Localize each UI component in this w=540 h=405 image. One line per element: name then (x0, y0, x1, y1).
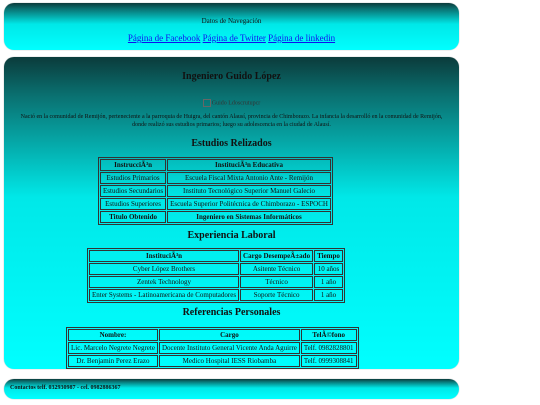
table-cell: Titulo Obtenido (100, 211, 166, 223)
twitter-link[interactable]: Página de Twitter (202, 33, 266, 43)
table-row (89, 263, 343, 275)
table-cell: Instituto Tecnológico Superior Manuel Galecio (167, 185, 331, 197)
table-header-cell: Tiempo (314, 250, 343, 262)
table-row (100, 172, 331, 184)
table-cell: Técnico (240, 276, 313, 288)
profile-photo-alt-text: Guido Ldoscrutupcr (211, 100, 261, 107)
table-cell: 1 año (314, 289, 343, 301)
broken-image-icon (203, 99, 211, 107)
table-cell: Telf. 0982828801 (301, 342, 357, 354)
table-cell: Enter Systems - Latinoamericana de Computadores (89, 289, 239, 301)
table-cell: Estudios Secundarios (100, 185, 166, 197)
linkedin-link[interactable]: Página de linkedin (268, 33, 336, 43)
profile-name: Ingeniero Guido López (182, 71, 281, 82)
table-header-cell: Cargo DesempeÃ±ado (240, 250, 313, 262)
table-cell: Lic. Marcelo Negrete Negrete (68, 342, 158, 354)
table-cell: Estudios Superiores (100, 198, 166, 210)
footer-panel (4, 379, 459, 399)
studies-heading: Estudios Relizados (191, 138, 272, 149)
table-header-cell: TelÃ©fono (301, 329, 357, 341)
table-cell: Soporte Técnico (240, 289, 313, 301)
table-cell: Cyber López Brothers (89, 263, 239, 275)
table-header-cell: InstituciÃ³n (89, 250, 239, 262)
table-cell: 10 años (314, 263, 343, 275)
table-cell: Asitente Técnico (240, 263, 313, 275)
table-header-cell: Cargo (159, 329, 300, 341)
facebook-link[interactable]: Página de Facebook (127, 33, 201, 43)
table-row (89, 289, 343, 301)
table-cell: Zentek Technology (89, 276, 239, 288)
navigation-links (4, 33, 459, 43)
table-row (68, 355, 357, 367)
table-header-row (89, 250, 343, 262)
studies-table (98, 157, 333, 225)
footer-contact: Contactos telf. 032930987 - cel. 0982886367 (10, 385, 121, 391)
table-header-row (100, 159, 331, 171)
table-row (68, 342, 357, 354)
experience-table (87, 248, 345, 303)
table-cell: Escuela Superior Politécnica de Chimborazo - ESPOCH (167, 198, 331, 210)
table-header-cell: Nombre: (68, 329, 158, 341)
table-header-cell: InstrucciÃ³n (100, 159, 166, 171)
profile-photo (4, 99, 459, 107)
profile-bio: Nació en la comunidad de Remijón, perteneciente a la parroquia de Huigra, del cantón Alausí, provincia de Chimborazo. La infancia la desarrolló en la comunidad de Remijón, donde realizó sus estudios primarios; luego su adolescencia en la ciudad de Alausí. (20, 114, 443, 128)
table-row (89, 276, 343, 288)
references-table (66, 327, 359, 369)
references-heading: Referencias Personales (182, 307, 281, 318)
experience-heading: Experiencia Laboral (187, 230, 276, 241)
table-header-cell: InstituciÃ³n Educativa (167, 159, 331, 171)
table-cell: Docente Instituto General Vicente Anda Aguirre (159, 342, 300, 354)
table-row (100, 198, 331, 210)
main-content-panel (4, 57, 459, 369)
table-header-row (68, 329, 357, 341)
table-cell: Telf. 0999308841 (301, 355, 357, 367)
navigation-panel (4, 3, 459, 50)
table-row (100, 185, 331, 197)
table-cell: Escuela Fiscal Mixta Antonio Ante - Remijón (167, 172, 331, 184)
table-row (100, 211, 331, 223)
table-cell: Medico Hospital IESS Riobamba (159, 355, 300, 367)
table-cell: Ingeniero en Sistemas Informáticos (167, 211, 331, 223)
navigation-title: Datos de Navegación (201, 17, 262, 25)
table-cell: Estudios Primarios (100, 172, 166, 184)
table-cell: 1 año (314, 276, 343, 288)
table-cell: Dr. Benjamin Perez Erazo (68, 355, 158, 367)
